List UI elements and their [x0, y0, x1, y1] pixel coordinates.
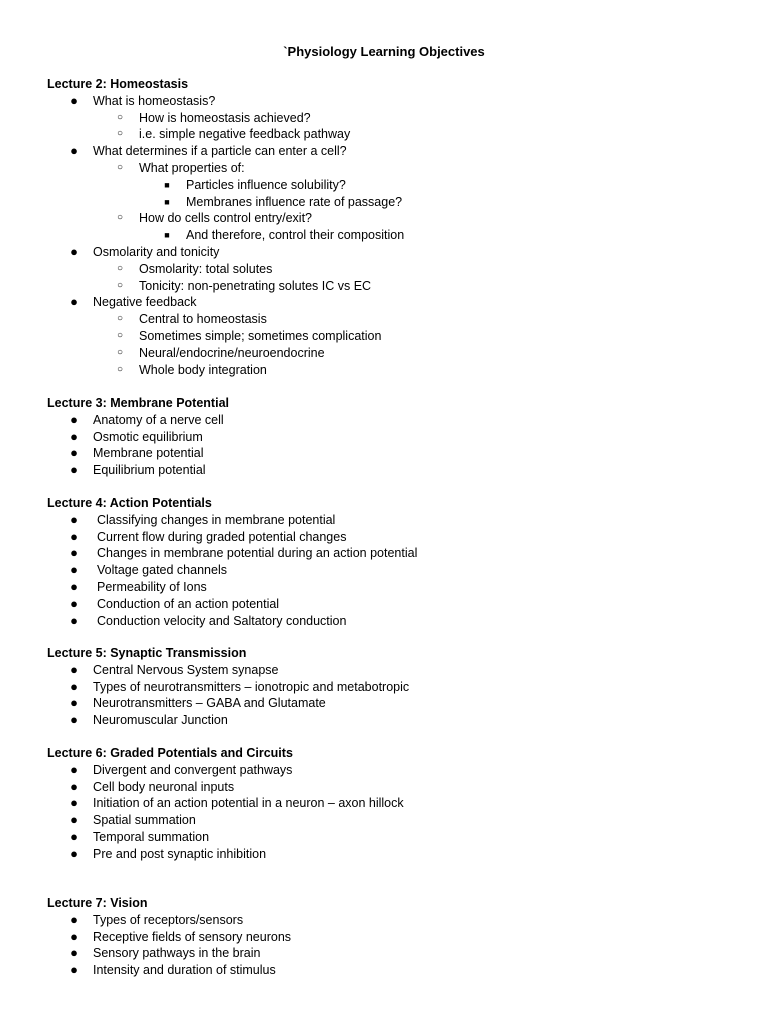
- bullet-icon: ●: [70, 528, 78, 544]
- list-item: ● Permeability of Ions: [47, 579, 747, 596]
- hollow-bullet-icon: ○: [116, 212, 124, 224]
- list-item: ● Spatial summation: [47, 812, 747, 829]
- list-item: ● Conduction of an action potential: [47, 596, 747, 613]
- list-item: ● Types of receptors/sensors: [47, 912, 747, 929]
- lecture-section: [47, 495, 747, 629]
- list-item: ● What determines if a particle can enter a cell?: [47, 143, 747, 160]
- list-item: ○ Neural/endocrine/neuroendocrine: [47, 345, 747, 362]
- section-heading: Lecture 3: Membrane Potential: [47, 396, 229, 410]
- list-item: ■ Particles influence solubility?: [47, 177, 747, 194]
- hollow-bullet-icon: ○: [116, 279, 124, 291]
- square-bullet-icon: ■: [164, 196, 170, 207]
- list-item: ○ Tonicity: non-penetrating solutes IC vs EC: [47, 278, 747, 295]
- list-item: ● Sensory pathways in the brain: [47, 945, 747, 962]
- list-item: ○ How is homeostasis achieved?: [47, 110, 747, 127]
- list-item: ● Divergent and convergent pathways: [47, 762, 747, 779]
- bullet-icon: ●: [70, 462, 78, 478]
- list-item: ● Initiation of an action potential in a neuron – axon hillock: [47, 795, 747, 812]
- bullet-icon: ●: [70, 812, 78, 828]
- list-item: ○ Central to homeostasis: [47, 311, 747, 328]
- list-item: ● Osmotic equilibrium: [47, 429, 747, 446]
- section-heading: Lecture 7: Vision: [47, 896, 148, 910]
- bullet-icon: ●: [70, 795, 78, 811]
- hollow-bullet-icon: ○: [116, 313, 124, 325]
- bullet-icon: ●: [70, 678, 78, 694]
- list-item: ○ Osmolarity: total solutes: [47, 261, 747, 278]
- list-item: ● Osmolarity and tonicity: [47, 244, 747, 261]
- bullet-icon: ●: [70, 545, 78, 561]
- bullet-icon: ●: [70, 612, 78, 628]
- list-item: ● Intensity and duration of stimulus: [47, 962, 747, 979]
- list-item: ■ Membranes influence rate of passage?: [47, 194, 747, 211]
- lecture-section: [47, 895, 747, 979]
- section-heading: Lecture 5: Synaptic Transmission: [47, 646, 247, 660]
- bullet-icon: ●: [70, 595, 78, 611]
- lecture-section: [47, 645, 747, 729]
- square-bullet-icon: ■: [164, 230, 170, 241]
- bullet-icon: ●: [70, 945, 78, 961]
- bullet-icon: ●: [70, 578, 78, 594]
- bullet-icon: ●: [70, 911, 78, 927]
- list-item: ● Membrane potential: [47, 445, 747, 462]
- hollow-bullet-icon: ○: [116, 346, 124, 358]
- bullet-icon: ●: [70, 928, 78, 944]
- list-item: ● Neurotransmitters – GABA and Glutamate: [47, 695, 747, 712]
- bullet-icon: ●: [70, 243, 78, 259]
- list-item: ● Voltage gated channels: [47, 562, 747, 579]
- bullet-icon: ●: [70, 845, 78, 861]
- bullet-icon: ●: [70, 428, 78, 444]
- list-item: ● Pre and post synaptic inhibition: [47, 846, 747, 863]
- list-item: ● Types of neurotransmitters – ionotropic and metabotropic: [47, 679, 747, 696]
- lecture-section: [47, 395, 747, 479]
- section-heading: Lecture 4: Action Potentials: [47, 496, 212, 510]
- lecture-section: [47, 76, 747, 378]
- bullet-icon: ●: [70, 661, 78, 677]
- list-item: ● Changes in membrane potential during an action potential: [47, 545, 747, 562]
- bullet-icon: ●: [70, 92, 78, 108]
- bullet-icon: ●: [70, 712, 78, 728]
- bullet-icon: ●: [70, 294, 78, 310]
- list-item: ○ How do cells control entry/exit?: [47, 210, 747, 227]
- list-item: ■ And therefore, control their composition: [47, 227, 747, 244]
- bullet-icon: ●: [70, 828, 78, 844]
- list-item: ● Central Nervous System synapse: [47, 662, 747, 679]
- list-item: ○ Whole body integration: [47, 362, 747, 379]
- hollow-bullet-icon: ○: [116, 363, 124, 375]
- list-item: ● Current flow during graded potential changes: [47, 529, 747, 546]
- list-item: ● Negative feedback: [47, 294, 747, 311]
- hollow-bullet-icon: ○: [116, 128, 124, 140]
- list-item: ● Equilibrium potential: [47, 462, 747, 479]
- bullet-icon: ●: [70, 562, 78, 578]
- hollow-bullet-icon: ○: [116, 329, 124, 341]
- bullet-icon: ●: [70, 695, 78, 711]
- list-item: ○ Sometimes simple; sometimes complication: [47, 328, 747, 345]
- list-item: ○ i.e. simple negative feedback pathway: [47, 126, 747, 143]
- section-heading: Lecture 6: Graded Potentials and Circuits: [47, 746, 293, 760]
- square-bullet-icon: ■: [164, 179, 170, 190]
- bullet-icon: ●: [70, 761, 78, 777]
- section-heading: Lecture 2: Homeostasis: [47, 77, 189, 91]
- bullet-icon: ●: [70, 411, 78, 427]
- lecture-section: [47, 745, 747, 863]
- list-item: ● Temporal summation: [47, 829, 747, 846]
- list-item: ● Anatomy of a nerve cell: [47, 412, 747, 429]
- bullet-icon: ●: [70, 143, 78, 159]
- document-title: `Physiology Learning Objectives: [283, 44, 485, 59]
- hollow-bullet-icon: ○: [116, 262, 124, 274]
- hollow-bullet-icon: ○: [116, 161, 124, 173]
- bullet-icon: ●: [70, 962, 78, 978]
- list-item: ● Neuromuscular Junction: [47, 712, 747, 729]
- list-item: ● Classifying changes in membrane potential: [47, 512, 747, 529]
- list-item: ● Cell body neuronal inputs: [47, 779, 747, 796]
- list-item: ○ What properties of:: [47, 160, 747, 177]
- bullet-icon: ●: [70, 778, 78, 794]
- list-item: ● Receptive fields of sensory neurons: [47, 929, 747, 946]
- list-item: ● Conduction velocity and Saltatory conduction: [47, 613, 747, 630]
- bullet-icon: ●: [70, 511, 78, 527]
- hollow-bullet-icon: ○: [116, 111, 124, 123]
- list-item: ● What is homeostasis?: [47, 93, 747, 110]
- bullet-icon: ●: [70, 445, 78, 461]
